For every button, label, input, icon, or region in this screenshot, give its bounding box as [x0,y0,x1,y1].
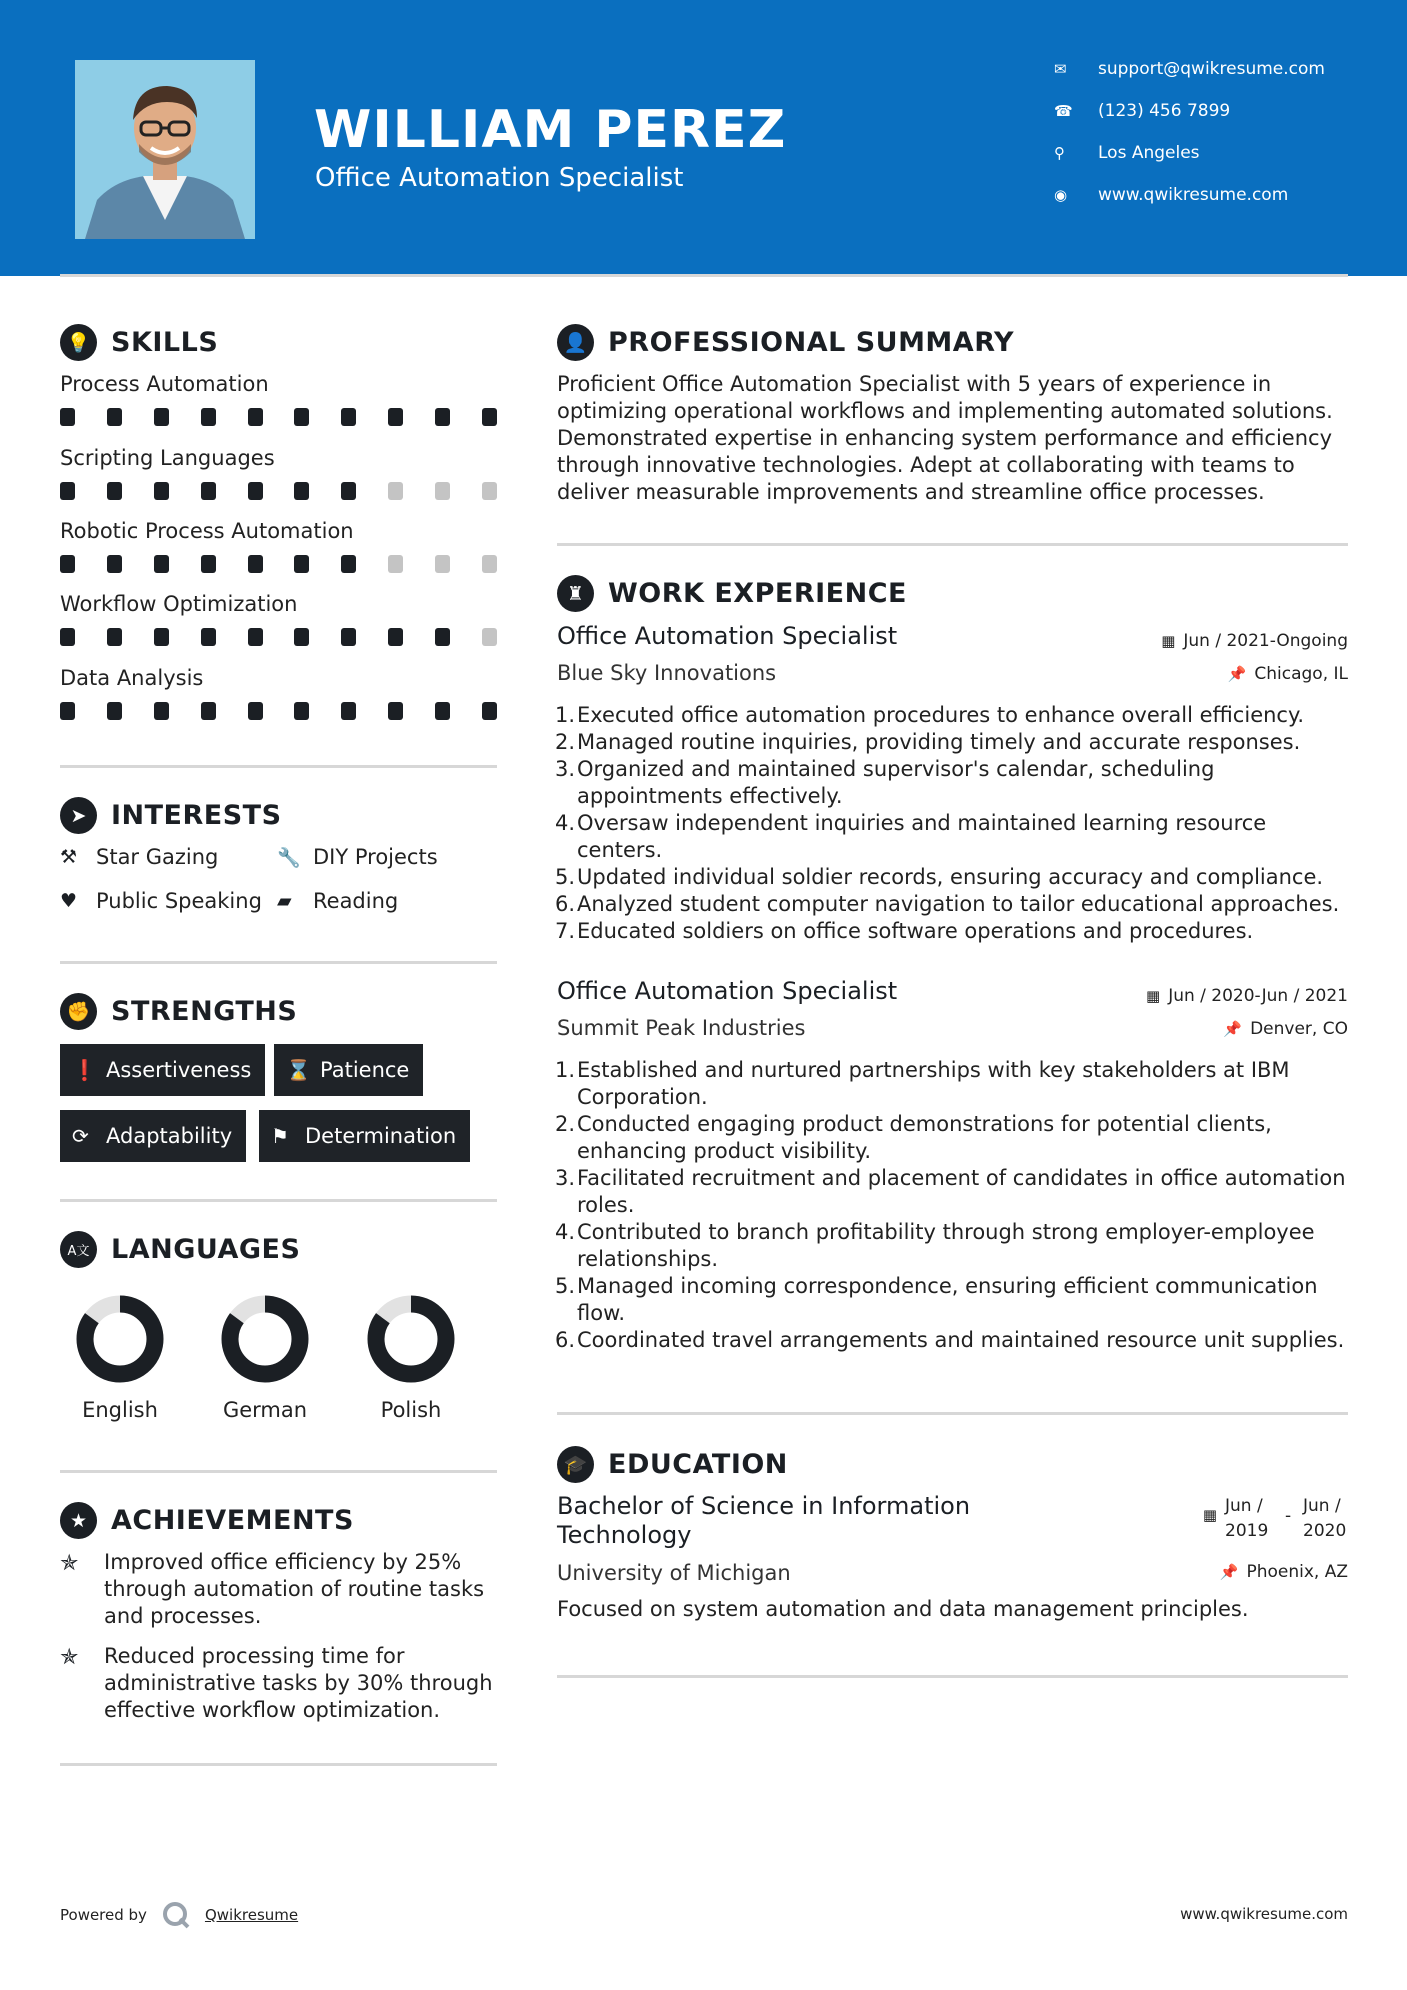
summary-title: PROFESSIONAL SUMMARY [608,327,1015,358]
date-separator: - [1285,1506,1292,1526]
skill-dot-filled [201,482,216,500]
education-dates [1203,1494,1348,1544]
user-circle-icon: 👤 [557,324,594,361]
qwikresume-link[interactable]: Qwikresume [204,1906,299,1924]
flag-checkered-icon: ⚑ [271,1124,289,1148]
education-location-text: Phoenix, AZ [1246,1562,1348,1582]
calendar-icon: ▦ [1146,987,1161,1005]
list-item: 7. Educated soldiers on office software operations and procedures. [555,919,1254,943]
hourglass-icon: ⌛ [286,1058,311,1082]
education-title: EDUCATION [608,1449,788,1480]
language-icon: A文 [60,1231,97,1268]
strength-badge [274,1044,423,1096]
education-degree: Bachelor of Science in Information Technology [557,1492,971,1549]
section-divider [60,961,497,964]
contact-phone[interactable] [1054,97,1384,125]
skill-dot-filled [435,628,450,646]
list-item: 4. Oversaw independent inquiries and maintained learning resource centers. [555,811,1267,862]
skill-dot-filled [60,555,75,573]
strength-badge [60,1110,246,1162]
list-item: 1. Executed office automation procedures to enhance overall efficiency. [555,703,1305,727]
section-divider [557,543,1348,546]
list-item: 6. Analyzed student computer navigation to tailor educational approaches. [555,892,1340,916]
skill-dot-filled [201,702,216,720]
exclamation-circle-icon: ❗ [72,1058,97,1082]
skill-dot-filled [435,408,450,426]
skill-dot-filled [388,408,403,426]
refresh-icon: ⟳ [72,1124,89,1148]
job-location-text: Chicago, IL [1254,664,1348,684]
globe-icon: ◉ [1054,186,1068,204]
skill-dot-filled [248,555,263,573]
skill-rating [60,628,497,646]
skills-heading [60,324,218,361]
profile-photo [75,60,255,239]
heartbeat-icon: ♥ [60,890,78,912]
envelope-icon: ✉ [1054,60,1067,78]
interest-label: Public Speaking [96,889,262,913]
job-title: Office Automation Specialist [557,977,898,1005]
fist-icon: ✊ [60,993,97,1030]
job-company: Blue Sky Innovations [557,661,777,685]
skill-rating [60,408,497,426]
strengths-title: STRENGTHS [111,996,298,1027]
interests-title: INTERESTS [111,800,282,831]
skill-dot-filled [341,408,356,426]
skill-dot-filled [388,702,403,720]
education-heading [557,1446,788,1483]
contact-phone-text: (123) 456 7899 [1098,101,1231,121]
shooting-star-icon: ✯ [60,1645,79,1670]
paper-plane-icon: ➤ [60,797,97,834]
education-description: Focused on system automation and data management principles. [557,1597,1249,1621]
skill-dot-filled [154,555,169,573]
skill-dot-filled [388,628,403,646]
list-item: 2. Managed routine inquiries, providing timely and accurate responses. [555,730,1301,754]
skill-dot-filled [60,702,75,720]
skill-dot-empty [435,482,450,500]
star-badge-icon: ★ [60,1502,97,1539]
skill-dot-filled [201,628,216,646]
interest-item [277,845,438,869]
qwikresume-logo-icon [161,1900,191,1930]
job-dates-text: Jun / 2021-Ongoing [1183,631,1348,651]
list-item: 5. Managed incoming correspondence, ensuring efficient communication flow. [555,1274,1318,1325]
header-divider [60,274,1348,277]
skill-dot-filled [248,408,263,426]
list-item: 2. Conducted engaging product demonstrations for potential clients, enhancing product visibility. [555,1112,1272,1163]
interest-item [277,889,398,913]
education-school: University of Michigan [557,1561,791,1585]
skill-dot-filled [294,482,309,500]
skill-dot-filled [60,482,75,500]
job-location-text: Denver, CO [1250,1019,1348,1039]
skill-dot-filled [154,628,169,646]
skill-dot-empty [482,555,497,573]
strength-label: Adaptability [106,1124,233,1148]
skill-dot-filled [341,628,356,646]
language-proficiency-ring [366,1294,456,1384]
education-end-month: Jun / [1303,1496,1341,1516]
pushpin-icon: 📌 [1223,1020,1243,1038]
section-divider [60,1199,497,1202]
skill-rating [60,555,497,573]
skill-dot-filled [154,702,169,720]
skill-name: Process Automation [60,372,269,396]
achievements-title: ACHIEVEMENTS [111,1505,354,1536]
skill-dot-filled [201,555,216,573]
job-bullets [555,1057,1355,1354]
skill-dot-filled [294,408,309,426]
education-end-year: 2020 [1303,1521,1347,1541]
skill-dot-filled [107,555,122,573]
skill-dot-empty [482,628,497,646]
job-location [1228,664,1348,684]
office-chair-icon: ♜ [557,575,594,612]
strength-label: Assertiveness [106,1058,252,1082]
language-name: English [82,1398,158,1422]
skill-dot-filled [294,555,309,573]
section-divider [60,1763,497,1766]
achievement-text: Reduced processing time for administrative tasks by 30% through effective workflow optimization. [104,1644,493,1722]
gavel-icon: ⚒ [60,846,78,868]
skill-dot-filled [107,482,122,500]
list-item: 3. Organized and maintained supervisor's calendar, scheduling appointments effectively. [555,757,1215,808]
skill-dot-filled [341,555,356,573]
languages-heading [60,1231,300,1268]
list-item: 4. Contributed to branch profitability through strong employer-employee relationships. [555,1220,1315,1271]
strength-label: Patience [320,1058,410,1082]
achievement-text: Improved office efficiency by 25% through automation of routine tasks and processes. [104,1550,485,1628]
skill-dot-filled [294,628,309,646]
interest-item [60,845,218,869]
job-dates [1161,631,1348,651]
achievement-item [60,1643,500,1724]
contact-website-text: www.qwikresume.com [1098,185,1289,205]
skill-dot-empty [435,555,450,573]
interest-label: DIY Projects [313,845,438,869]
skill-dot-filled [294,702,309,720]
list-item: 5. Updated individual soldier records, ensuring accuracy and compliance. [555,865,1324,889]
contact-email-text: support@qwikresume.com [1098,59,1325,79]
education-start [1225,1494,1285,1544]
contact-location-text: Los Angeles [1098,143,1200,163]
interest-item [60,889,262,913]
skill-dot-filled [248,628,263,646]
section-divider [557,1675,1348,1678]
calendar-icon: ▦ [1202,1506,1217,1524]
footer-website-link[interactable]: www.qwikresume.com [1180,1905,1348,1923]
strengths-heading [60,993,297,1030]
location-pin-icon: ⚲ [1054,144,1065,162]
language-proficiency-ring [75,1294,165,1384]
candidate-title: Office Automation Specialist [315,163,684,193]
skill-name: Scripting Languages [60,446,275,470]
job-location [1223,1019,1348,1039]
job-dates [1146,986,1348,1006]
list-item: 3. Facilitated recruitment and placement of candidates in office automation roles. [555,1166,1346,1217]
summary-heading [557,324,1014,361]
resume-header [0,0,1407,276]
skill-rating [60,482,497,500]
skill-dot-filled [107,408,122,426]
job-company: Summit Peak Industries [557,1016,806,1040]
section-divider [60,765,497,768]
skill-dot-filled [435,702,450,720]
skill-dot-filled [201,408,216,426]
languages-title: LANGUAGES [111,1234,301,1265]
skills-title: SKILLS [111,327,219,358]
skill-dot-empty [388,482,403,500]
skill-dot-filled [248,702,263,720]
interest-label: Star Gazing [96,845,219,869]
language-proficiency-ring [220,1294,310,1384]
language-item [195,1294,335,1422]
language-item [341,1294,481,1422]
skill-dot-filled [60,408,75,426]
skill-dot-filled [341,702,356,720]
footer-powered-by [60,1900,298,1930]
skill-name: Data Analysis [60,666,204,690]
strength-badge [60,1044,265,1096]
skill-dot-filled [60,628,75,646]
skill-dot-filled [482,408,497,426]
skill-dot-filled [154,482,169,500]
language-name: Polish [380,1398,442,1422]
candidate-name: WILLIAM PEREZ [314,100,787,160]
strength-label: Determination [305,1124,457,1148]
wrench-icon: 🔧 [277,846,301,869]
education-location [1220,1562,1348,1582]
summary-text: Proficient Office Automation Specialist with 5 years of experience in optimizing operational workflows and implementing automated solutions. Demonstrated expertise in enhancing system performance and efficiency through innovative technologies. Adept at collaborating with teams to deliver measurable improvements and streamline office processes. [557,372,1333,504]
education-end [1303,1494,1348,1544]
section-divider [60,1470,497,1473]
achievements-heading [60,1502,354,1539]
skill-dot-filled [107,702,122,720]
lightbulb-icon: 💡 [60,324,97,361]
skill-name: Workflow Optimization [60,592,298,616]
job-bullets [555,702,1355,945]
contact-location [1054,139,1384,167]
list-item: 6. Coordinated travel arrangements and maintained resource unit supplies. [555,1328,1345,1352]
achievement-item [60,1549,500,1630]
skill-dot-empty [482,482,497,500]
job-dates-text: Jun / 2020-Jun / 2021 [1168,986,1348,1006]
list-item: 1. Established and nurtured partnerships with key stakeholders at IBM Corporation. [555,1058,1290,1109]
experience-title: WORK EXPERIENCE [608,578,907,609]
section-divider [557,1412,1348,1415]
strength-badge [259,1110,470,1162]
language-name: German [222,1398,308,1422]
phone-icon: ☎ [1054,102,1073,120]
graduate-icon: 🎓 [557,1446,594,1483]
language-item [50,1294,190,1422]
skill-dot-filled [341,482,356,500]
skill-dot-filled [248,482,263,500]
education-start-month: Jun / [1225,1496,1263,1516]
skill-rating [60,702,497,720]
book-icon: ▰ [277,890,292,912]
skill-name: Robotic Process Automation [60,519,354,543]
skill-dot-filled [107,628,122,646]
contact-email[interactable] [1054,55,1384,83]
experience-heading [557,575,907,612]
pushpin-icon: 📌 [1219,1563,1239,1581]
calendar-icon: ▦ [1161,632,1176,650]
shooting-star-icon: ✯ [60,1551,79,1576]
job-title: Office Automation Specialist [557,622,898,650]
skill-dot-empty [388,555,403,573]
powered-by-text: Powered by [60,1906,147,1924]
skill-dot-filled [482,702,497,720]
interest-label: Reading [313,889,399,913]
pushpin-icon: 📌 [1227,665,1247,683]
contact-website[interactable] [1054,181,1384,209]
interests-heading [60,797,282,834]
skill-dot-filled [154,408,169,426]
education-start-year: 2019 [1225,1521,1269,1541]
